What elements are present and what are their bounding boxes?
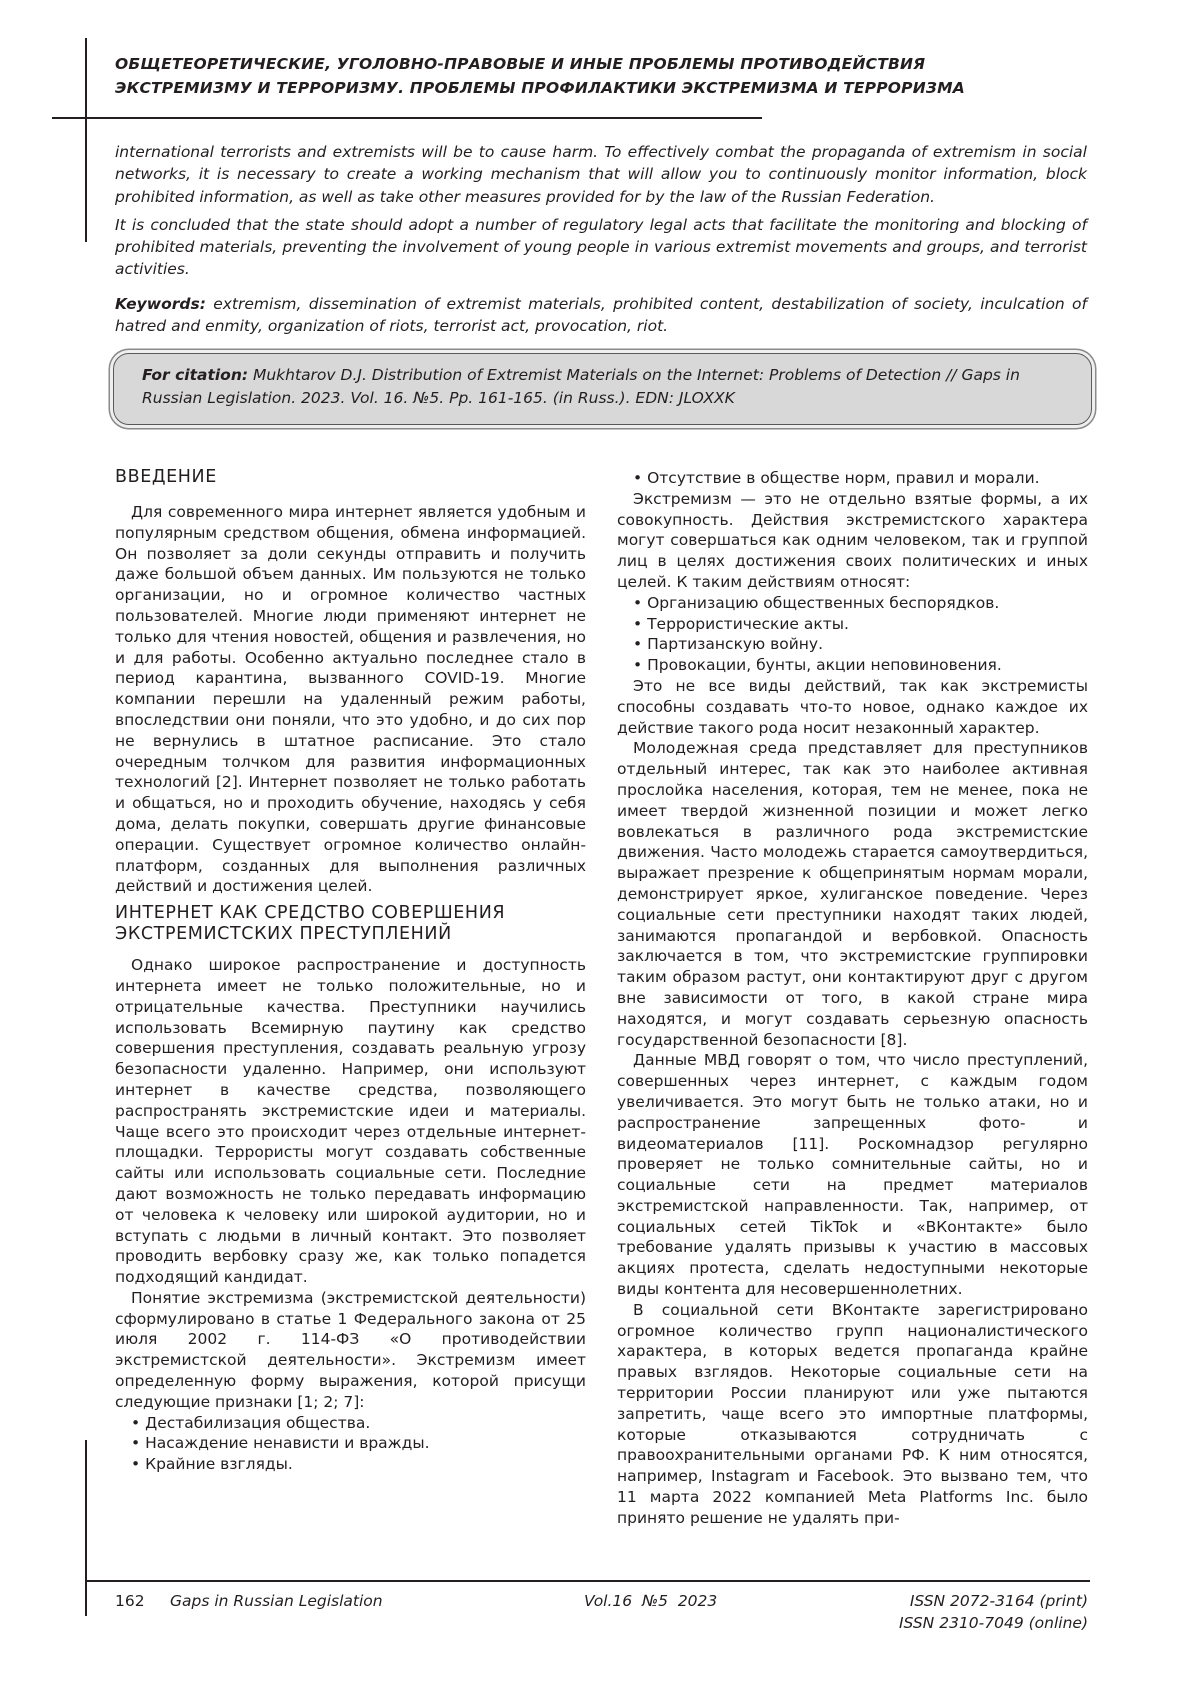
body-paragraph: Данные МВД говорят о том, что число преступлений, совершенных через интернет, с каждым годом увеличивается. Это могут быть не только атаки, но и распространение запрещенных фото- и видеоматериалов [11]. Роскомнадзор регулярно проверяет не только сомнительные сайты, но и социальные сети на предмет материалов экстремистской направленности. Так, например, от социальных сетей TikTok и «ВКонтакте» было требование удалять призывы к участию в массовых акциях протеста, сделать недоступными некоторые виды контента для несовершеннолетних. [617,1051,1088,1299]
bullet-item: • Организацию общественных беспорядков. [617,593,1088,614]
left-column [115,467,586,1475]
keywords [115,293,1087,338]
bullet-item: • Отсутствие в обществе норм, правил и морали. [617,468,1088,489]
body-paragraph: Однако широкое распространение и доступность интернета имеет не только положительные, но и отрицательные качества. Преступники научились использовать Всемирную паутину как средство совершения преступления, создавать реальную угрозу безопасности удаленно. Например, они используют интернет в качестве средства, позволяющего распространять экстремистские идеи и материалы. Чаще всего это происходит через отдельные интернет-площадки. Террористы могут создавать собственные сайты или использовать социальные сети. Последние дают возможность не только передавать информацию от человека к человеку или широкой аудитории, но и вступать с людьми в личный контакт. Это позволяет проводить вербовку сразу же, как только попадется подходящий кандидат. [115,956,586,1287]
top-vertical-rule [85,38,87,242]
running-header [115,52,1125,100]
body-paragraph: Для современного мира интернет является удобным и популярным средством общения, обмена информацией. Он позволяет за доли секунды отправить и получить даже большой объем данных. Им пользуются не только организации, но и огромное количество частных пользователей. Многие люди применяют интернет не только для чтения новостей, общения и развлечения, но и для работы. Особенно актуально последнее стало в период карантина, вызванного COVID-19. Многие компании перешли на удаленный режим работы, впоследствии они поняли, что это удобно, и до сих пор не вернулись в штатное расписание. Это стало очередным толчком для развития информационных технологий [2]. Интернет позволяет не только работать и общаться, но и проходить обучение, находясь у себя дома, делать покупки, совершать другие финансовые операции. Существует огромное количество онлайн-платформ, созданных для выполнения различных действий и достижения целей. [115,503,586,896]
abstract-paragraph: international terrorists and extremists will be to cause harm. To effectively combat the propaganda of extremism in social networks, it is necessary to create a working mechanism that will allow you to continuously monitor information, block prohibited information, as well as take other measures provided for by the law of the Russian Federation. [115,143,1087,206]
body-paragraph: В социальной сети ВКонтакте зарегистрировано огромное количество групп националистического характера, в которых ведется пропаганда крайне правых взглядов. Некоторые социальные сети на территории России планируют или уже пытаются запретить, чаще всего это импортные платформы, которые отказываются сотрудничать с правоохранительными органами РФ. К ним относятся, например, Instagram и Facebook. Это вызвано тем, что 11 марта 2022 компанией Meta Platforms Inc. было принято решение не удалять при- [617,1300,1088,1527]
page-number: 162 [115,1592,145,1610]
citation-box [113,353,1092,425]
body-paragraph: Понятие экстремизма (экстремистской деятельности) сформулировано в статье 1 Федерального закона от 25 июля 2002 г. 114-ФЗ «О противодействии экстремистской деятельности». Экстремизм имеет определенную форму выражения, которой присущи следующие признаки [1; 2; 7]: [115,1288,586,1411]
issn-block [899,1590,1088,1634]
body-paragraph: Экстремизм — это не отдельно взятые формы, а их совокупность. Действия экстремистского характера могут совершаться как одним человеком, так и группой лиц в целях достижения своих политических и иных целей. К таким действиям относят: [617,489,1088,591]
abstract [115,141,1087,343]
section-heading-introduction: ВВЕДЕНИЕ [115,467,217,487]
section-heading-internet: ИНТЕРНЕТ КАК СРЕДСТВО СОВЕРШЕНИЯ ЭКСТРЕМИСТСКИХ ПРЕСТУПЛЕНИЙ [115,903,506,945]
citation-label: For citation: [142,366,249,384]
body-paragraph: Это не все виды действий, так как экстремисты способны создавать что-то новое, однако каждое их действие такого рода носит незаконный характер. [617,676,1088,737]
volume-info: Vol.16 №5 2023 [584,1592,718,1610]
bullet-item: • Крайние взгляды. [115,1454,586,1475]
header-underline [52,117,762,119]
bottom-vertical-rule [85,1440,87,1616]
footer-rule [85,1580,1090,1582]
running-header-line-1: ОБЩЕТЕОРЕТИЧЕСКИЕ, УГОЛОВНО-ПРАВОВЫЕ И ИНЫЕ ПРОБЛЕМЫ ПРОТИВОДЕЙСТВИЯ [115,55,926,73]
issn-online: ISSN 2310-7049 (online) [898,1614,1088,1632]
journal-title: Gaps in Russian Legislation [170,1592,383,1610]
bullet-item: • Террористические акты. [617,614,1088,635]
body-paragraph: Молодежная среда представляет для преступников отдельный интерес, так как это наиболее активная прослойка населения, которая, тем не менее, пока не имеет твердой жизненной позиции и может легко вовлекаться в различного рода экстремистские движения. Часто молодежь старается самоутвердиться, выражает презрение к общепринятым нормам морали, демонстрирует яркое, хулиганское поведение. Через социальные сети преступники находят таких людей, занимаются пропагандой и вербовкой. Опасность заключается в том, что экстремистские группировки таким образом растут, они контактируют друг с другом вне зависимости от того, в какой стране мира находятся, и могут создавать серьезную опасность государственной безопасности [8]. [617,739,1088,1049]
bullet-item: • Провокации, бунты, акции неповиновения. [617,655,1088,676]
issn-print: ISSN 2072-3164 (print) [909,1592,1088,1610]
keywords-label: Keywords: [115,294,206,313]
bullet-item: • Партизанскую войну. [617,634,1088,655]
bullet-item: • Насаждение ненависти и вражды. [115,1433,586,1454]
bullet-item: • Дестабилизация общества. [115,1413,586,1434]
right-column [617,468,1088,1529]
keywords-text: extremism, dissemination of extremist materials, prohibited content, destabilization of society, inculcation of hatred and enmity, organization of riots, terrorist act, provocation, riot. [115,294,1087,336]
citation-body: Mukhtarov D.J. Distribution of Extremist Materials on the Internet: Problems of Detection // Gaps in Russian Legislation. 2023. Vol. 16. №5. Pp. 161-165. (in Russ.). EDN: JLOXXK [142,366,1020,407]
citation-text [142,364,1067,410]
abstract-paragraph: It is concluded that the state should adopt a number of regulatory legal acts that facilitate the monitoring and blocking of prohibited materials, preventing the involvement of young people in various extremist movements and groups, and terrorist activities. [115,215,1087,279]
running-header-line-2: ЭКСТРЕМИЗМУ И ТЕРРОРИЗМУ. ПРОБЛЕМЫ ПРОФИЛАКТИКИ ЭКСТРЕМИЗМА И ТЕРРОРИЗМА [115,79,965,97]
